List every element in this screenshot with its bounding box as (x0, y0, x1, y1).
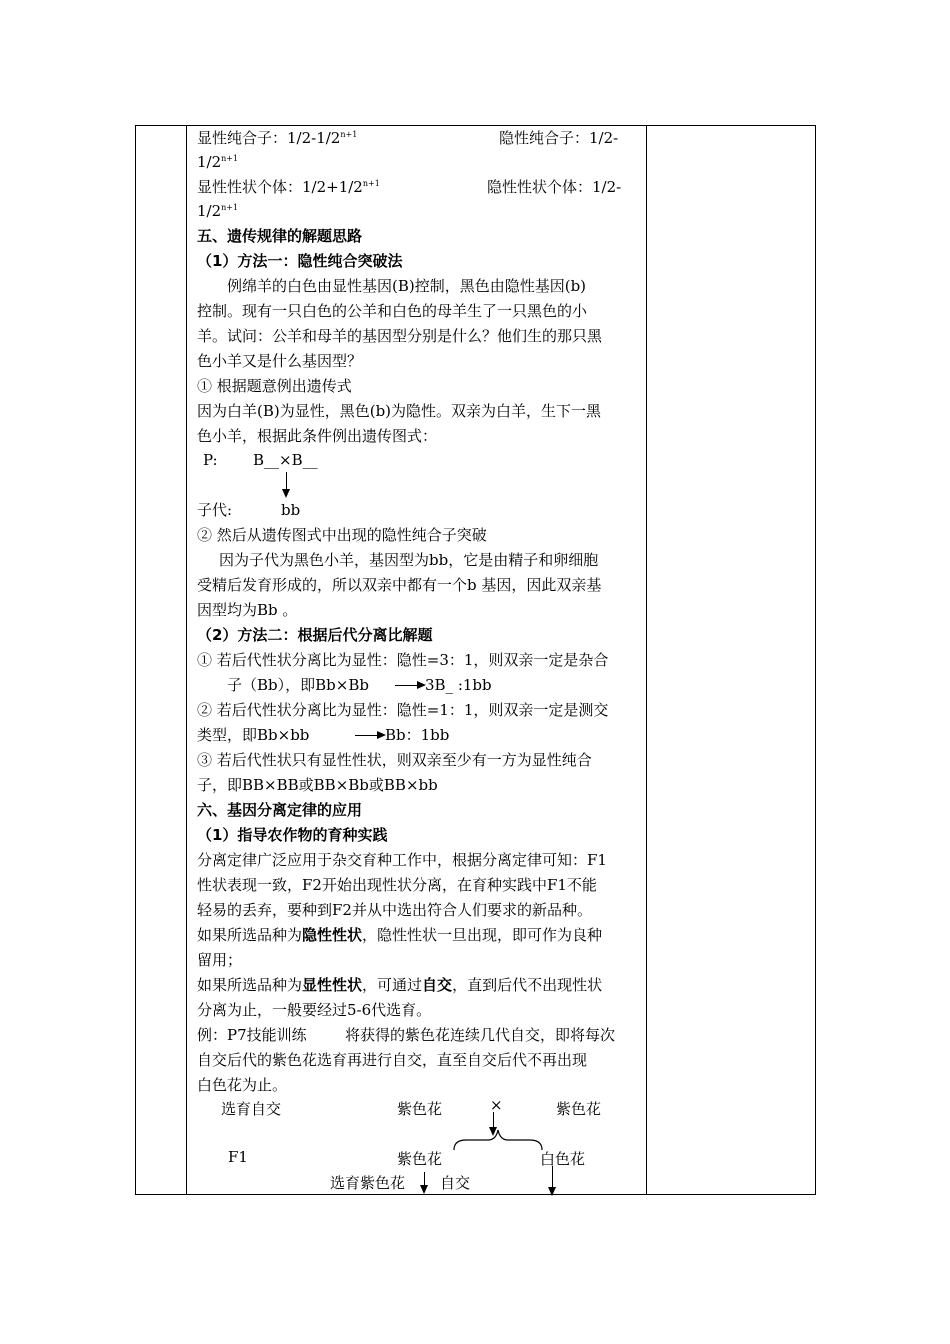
rule-line: 类型，即Bb×bb (197, 726, 310, 744)
step-line: 因为白羊(B)为显性，黑色(b)为隐性。双亲为白羊，生下一黑 (197, 402, 602, 420)
offspring-genotype: bb (281, 501, 301, 519)
diagram-purple-parent: 紫色花 (556, 1100, 602, 1118)
text-line: 留用； (197, 951, 243, 969)
text-line: 分离定律广泛应用于杂交育种工作中，根据分离定律可知：F1 (197, 851, 607, 869)
down-arrow-icon (552, 1166, 553, 1194)
step-line: 因为子代为黑色小羊，基因型为bb，它是由精子和卵细胞 (219, 551, 599, 569)
text-line: 轻易的丢弃，要种到F2并从中选出符合人们要求的新品种。 (197, 901, 592, 919)
diagram-purple-parent: 紫色花 (397, 1100, 443, 1118)
line-dominant-trait (197, 175, 380, 199)
paragraph-line: 控制。现有一只白色的公羊和白色的母羊生了一只黑色的小 (197, 302, 588, 320)
text: 显性性状个体：1/2+1/2 (197, 178, 363, 196)
step-line: 色小羊，根据此条件例出遗传图式： (197, 427, 438, 445)
superscript: n+1 (340, 130, 358, 139)
text-line: 将获得的紫色花连续几代自交，即将每次 (345, 1026, 616, 1044)
method-2-heading: （2）方法二：根据后代分离比解题 (197, 626, 433, 644)
superscript: n+1 (221, 203, 239, 212)
rule-line: 子，即BB×BB或BB×Bb或BB×bb (197, 776, 438, 794)
step-line: ② 然后从遗传图式中出现的隐性纯合子突破 (197, 526, 487, 544)
line-l4 (197, 199, 238, 223)
right-arrow-icon (355, 735, 383, 736)
down-arrow-icon (286, 472, 287, 496)
column-divider-right (646, 126, 647, 1194)
line-recessive-homozygote: 隐性纯合子：1/2- (499, 129, 619, 147)
text: 如果所选品种为 (197, 926, 303, 944)
paragraph-line: 色小羊又是什么基因型？ (197, 352, 363, 370)
bold-term: 自交 (422, 976, 453, 994)
step-line: 受精后发育形成的，所以双亲中都有一个b 基因，因此双亲基 (197, 576, 602, 594)
down-arrow-icon (424, 1172, 425, 1192)
rule-line: ② 若后代性状分离比为显性：隐性=1：1，则双亲一定是测交 (197, 701, 609, 719)
column-divider-left (186, 126, 187, 1194)
paragraph-line: 羊。试问：公羊和母羊的基因型分别是什么？他们生的那只黑 (197, 327, 603, 345)
text: 显性纯合子：1/2-1/2 (197, 129, 341, 147)
text: 如果所选品种为 (197, 976, 303, 994)
down-arrow-icon (493, 1112, 494, 1134)
text: ，隐性性状一旦出现，即可作为良种 (362, 926, 603, 944)
text-line: 分离为止，一般要经过5-6代选育。 (197, 1001, 432, 1019)
text: ，直到后代不出现性状 (452, 976, 603, 994)
text-line (197, 923, 602, 947)
text-line: 自交后代的紫色花选育再进行自交，直至自交后代不再出现 (197, 1051, 588, 1069)
rule-line: ③ 若后代性状只有显性性状，则双亲至少有一方为显性纯合 (197, 751, 592, 769)
heading-section-5: 五、遗传规律的解题思路 (197, 227, 363, 245)
bold-term: 隐性性状 (302, 926, 363, 944)
paragraph-line: 例绵羊的白色由显性基因(B)控制，黑色由隐性基因(b) (227, 277, 587, 295)
offspring-label: 子代: (197, 501, 233, 519)
rule-result: 3B_ :1bb (425, 676, 492, 694)
rule-result: Bb：1bb (385, 726, 450, 744)
diagram-f1-white: 白色花 (540, 1150, 586, 1168)
line-dominant-homozygote (197, 126, 357, 150)
parent-label: P: (203, 451, 218, 469)
subheading-breeding: （1）指导农作物的育种实践 (197, 826, 388, 844)
line-recessive-trait: 隐性性状个体：1/2- (487, 178, 622, 196)
text: 1/2 (197, 153, 222, 171)
step-line: ① 根据题意例出遗传式 (197, 377, 352, 395)
rule-line: 子（Bb），即Bb×Bb (227, 676, 369, 694)
diagram-f1-purple: 紫色花 (397, 1150, 443, 1168)
text-line: 白色花为止。 (197, 1076, 288, 1094)
bold-term: 显性性状 (302, 976, 363, 994)
text: 1/2 (197, 202, 222, 220)
superscript: n+1 (221, 154, 239, 163)
diagram-label-selfing: 选育自交 (221, 1100, 282, 1118)
diagram-selfing-label: 自交 (440, 1174, 471, 1192)
heading-section-6: 六、基因分离定律的应用 (197, 801, 363, 819)
text-line: 性状表现一致，F2开始出现性状分离，在育种实践中F1不能 (197, 876, 597, 894)
text-line (197, 973, 602, 997)
right-arrow-icon (395, 685, 423, 686)
text-line: 例：P7技能训练 (197, 1026, 307, 1044)
parent-cross: B__×B__ (253, 451, 318, 469)
text: ，可通过 (362, 976, 423, 994)
cross-symbol: × (490, 1096, 503, 1114)
line-l2 (197, 150, 238, 174)
diagram-select-label: 选育紫色花 (330, 1174, 406, 1192)
rule-line: ① 若后代性状分离比为显性：隐性=3：1，则双亲一定是杂合 (197, 651, 609, 669)
superscript: n+1 (362, 179, 380, 188)
method-1-heading: （1）方法一：隐性纯合突破法 (197, 252, 403, 270)
step-line: 因型均为Bb 。 (197, 601, 298, 619)
brace-icon (452, 1118, 544, 1152)
diagram-f1-label: F1 (228, 1148, 248, 1166)
